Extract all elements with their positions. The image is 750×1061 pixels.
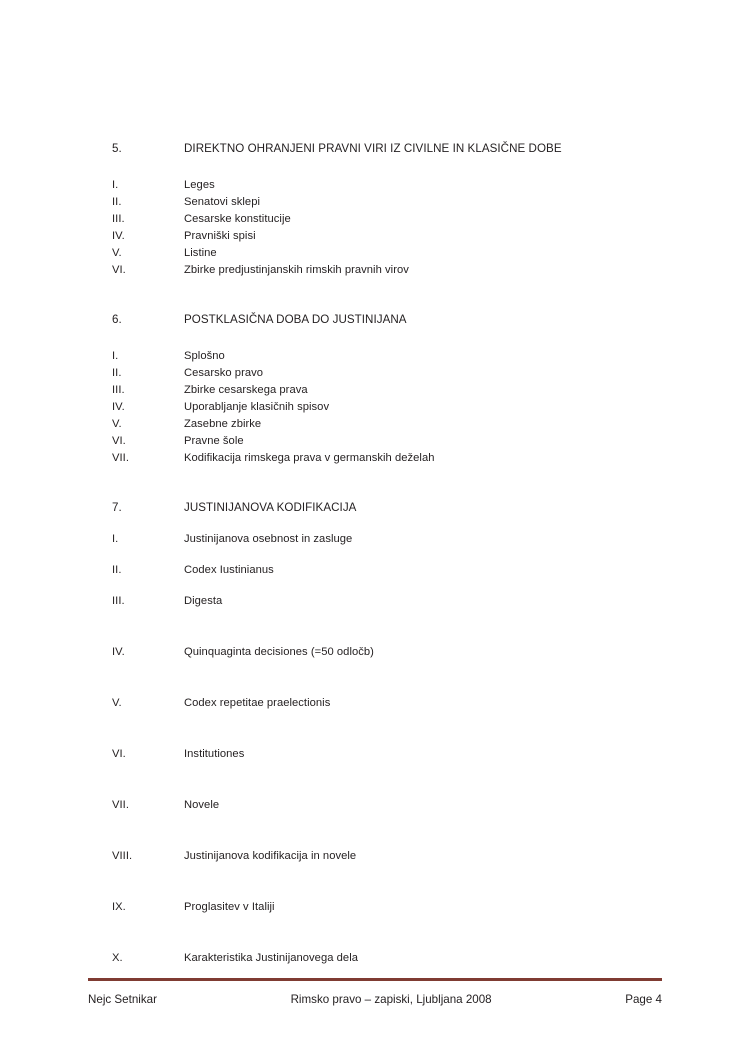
item-numeral: IV. xyxy=(112,401,125,413)
item-numeral: V. xyxy=(112,418,122,430)
section-heading xyxy=(112,140,672,158)
item-numeral: II. xyxy=(112,564,122,576)
list-item xyxy=(112,245,672,262)
section-number: 6. xyxy=(112,313,122,326)
footer-page-number: Page 4 xyxy=(625,992,662,1006)
item-label: Quinquaginta decisiones (=50 odločb) xyxy=(184,646,374,658)
item-label: Karakteristika Justinijanovega dela xyxy=(184,952,359,964)
spacer xyxy=(112,517,672,531)
section-number: 7. xyxy=(112,501,122,514)
item-label: Digesta xyxy=(184,595,223,607)
list-item xyxy=(112,899,672,916)
list-item xyxy=(112,262,672,279)
item-label: Proglasitev v Italiji xyxy=(184,901,275,913)
spacer xyxy=(112,712,672,746)
list-item xyxy=(112,531,672,548)
section-6 xyxy=(112,311,672,467)
item-label: Senatovi sklepi xyxy=(184,196,260,208)
item-numeral: VI. xyxy=(112,264,126,276)
item-label: Uporabljanje klasičnih spisov xyxy=(184,401,330,413)
spacer xyxy=(112,916,672,950)
item-label: Zbirke predjustinjanskih rimskih pravnih virov xyxy=(184,264,409,276)
item-numeral: IV. xyxy=(112,230,125,242)
list-item xyxy=(112,695,672,712)
list-item xyxy=(112,562,672,579)
spacer xyxy=(112,579,672,593)
item-numeral: VI. xyxy=(112,435,126,447)
list-item xyxy=(112,644,672,661)
item-label: Justinijanova osebnost in zasluge xyxy=(184,533,353,545)
item-numeral: VIII. xyxy=(112,850,133,862)
list-item xyxy=(112,194,672,211)
item-label: Zasebne zbirke xyxy=(184,418,262,430)
spacer xyxy=(112,865,672,899)
list-item xyxy=(112,399,672,416)
spacer xyxy=(112,661,672,695)
item-numeral: I. xyxy=(112,350,119,362)
spacer xyxy=(112,279,672,311)
item-label: Pravniški spisi xyxy=(184,230,256,242)
footer-title: Rimsko pravo – zapiski, Ljubljana 2008 xyxy=(290,992,492,1006)
section-title: JUSTINIJANOVA KODIFIKACIJA xyxy=(184,501,357,514)
spacer xyxy=(112,610,672,644)
item-label: Institutiones xyxy=(184,748,245,760)
page-footer xyxy=(88,988,662,1010)
list-item xyxy=(112,433,672,450)
spacer xyxy=(112,158,672,177)
list-item xyxy=(112,797,672,814)
document-body xyxy=(112,140,672,967)
spacer xyxy=(112,763,672,797)
item-numeral: IV. xyxy=(112,646,125,658)
list-item xyxy=(112,228,672,245)
item-label: Leges xyxy=(184,179,215,191)
spacer xyxy=(112,329,672,348)
footer-author: Nejc Setnikar xyxy=(88,992,157,1006)
section-5 xyxy=(112,140,672,279)
section-title: POSTKLASIČNA DOBA DO JUSTINIJANA xyxy=(184,313,407,326)
item-label: Codex Iustinianus xyxy=(184,564,274,576)
item-label: Cesarsko pravo xyxy=(184,367,264,379)
section-item-list xyxy=(112,531,672,967)
list-item xyxy=(112,950,672,967)
list-item xyxy=(112,382,672,399)
list-item xyxy=(112,746,672,763)
footer-divider xyxy=(88,978,662,981)
list-item xyxy=(112,593,672,610)
item-numeral: VII. xyxy=(112,452,129,464)
section-heading xyxy=(112,311,672,329)
spacer xyxy=(112,467,672,499)
list-item xyxy=(112,450,672,467)
item-label: Zbirke cesarskega prava xyxy=(184,384,308,396)
item-numeral: I. xyxy=(112,179,119,191)
list-item xyxy=(112,365,672,382)
section-heading xyxy=(112,499,672,517)
item-numeral: II. xyxy=(112,196,122,208)
item-numeral: V. xyxy=(112,247,122,259)
item-label: Kodifikacija rimskega prava v germanskih deželah xyxy=(184,452,435,464)
list-item xyxy=(112,416,672,433)
item-label: Codex repetitae praelectionis xyxy=(184,697,331,709)
section-item-list xyxy=(112,348,672,467)
section-item-list xyxy=(112,177,672,279)
item-numeral: IX. xyxy=(112,901,126,913)
section-number: 5. xyxy=(112,142,122,155)
section-title: DIREKTNO OHRANJENI PRAVNI VIRI IZ CIVILNE IN KLASIČNE DOBE xyxy=(184,142,562,155)
section-7 xyxy=(112,499,672,967)
spacer xyxy=(112,548,672,562)
list-item xyxy=(112,848,672,865)
item-numeral: X. xyxy=(112,952,123,964)
item-numeral: II. xyxy=(112,367,122,379)
list-item xyxy=(112,211,672,228)
item-numeral: VII. xyxy=(112,799,129,811)
item-numeral: III. xyxy=(112,213,125,225)
item-numeral: III. xyxy=(112,384,125,396)
list-item xyxy=(112,177,672,194)
item-label: Cesarske konstitucije xyxy=(184,213,291,225)
list-item xyxy=(112,348,672,365)
item-numeral: V. xyxy=(112,697,122,709)
item-label: Justinijanova kodifikacija in novele xyxy=(184,850,357,862)
item-label: Listine xyxy=(184,247,217,259)
item-numeral: VI. xyxy=(112,748,126,760)
item-numeral: III. xyxy=(112,595,125,607)
item-label: Splošno xyxy=(184,350,225,362)
item-numeral: I. xyxy=(112,533,119,545)
spacer xyxy=(112,814,672,848)
item-label: Pravne šole xyxy=(184,435,244,447)
item-label: Novele xyxy=(184,799,220,811)
